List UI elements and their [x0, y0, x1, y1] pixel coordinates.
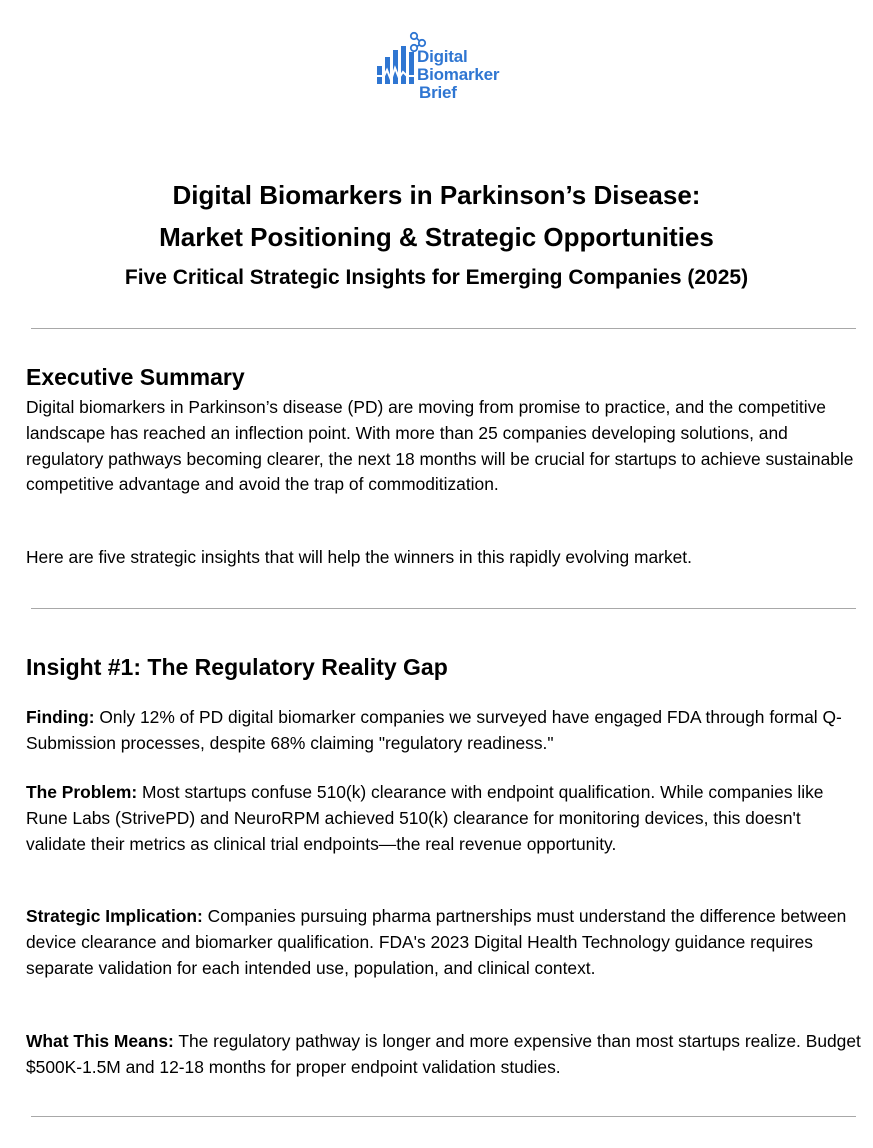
- divider: [31, 1116, 856, 1117]
- executive-summary-heading: Executive Summary: [26, 364, 245, 390]
- logo-line-2: Biomarker: [417, 65, 500, 84]
- problem-text: Most startups confuse 510(k) clearance with endpoint qualification. While companies like Rune Labs (StrivePD) and NeuroRPM achieved 510(k) clearance for monitoring devices, this doesn't validate their metrics as clinical trial endpoints—the real revenue opportunity.: [26, 782, 824, 854]
- what-this-means-text: The regulatory pathway is longer and more expensive than most startups realize. Budget $500K-1.5M and 12-18 months for proper endpoint validation studies.: [26, 1031, 861, 1077]
- page-title-line-2: Market Positioning & Strategic Opportunities: [159, 222, 714, 252]
- executive-summary-closing: Here are five strategic insights that will help the winners in this rapidly evolving market.: [26, 547, 692, 567]
- insight-1-implication: [26, 904, 864, 981]
- implication-text: Companies pursuing pharma partnerships must understand the difference between device clearance and biomarker qualification. FDA's 2023 Digital Health Technology guidance requires separate validation for each intended use, population, and clinical context.: [26, 906, 847, 978]
- logo-line-3: Brief: [419, 83, 457, 102]
- title-block: [0, 174, 873, 298]
- insight-1-problem: [26, 780, 864, 857]
- page-subtitle: Five Critical Strategic Insights for Emerging Companies (2025): [124, 266, 749, 289]
- insight-1-heading: Insight #1: The Regulatory Reality Gap: [26, 654, 448, 680]
- finding-text: Only 12% of PD digital biomarker companies we surveyed have engaged FDA through formal Q-Submission processes, despite 68% claiming "regulatory readiness.": [26, 707, 842, 753]
- divider: [31, 328, 856, 329]
- problem-label: The Problem:: [26, 782, 138, 802]
- page-title-line-1: Digital Biomarkers in Parkinson’s Disease:: [172, 180, 701, 210]
- insight-1-finding: [26, 705, 864, 757]
- logo: [376, 30, 516, 110]
- implication-label: Strategic Implication:: [26, 906, 203, 926]
- logo-line-1: Digital: [417, 47, 468, 66]
- divider: [31, 608, 856, 609]
- insight-1-what-this-means: [26, 1029, 864, 1081]
- finding-label: Finding:: [26, 707, 95, 727]
- executive-summary-paragraph: Digital biomarkers in Parkinson’s disease (PD) are moving from promise to practice, and the competitive landscape has reached an inflection point. With more than 25 companies developing solutions, and regulatory pathways becoming clearer, the next 18 months will be crucial for startups to achieve sustainable competitive advantage and avoid the trap of commoditization.: [26, 397, 854, 495]
- what-this-means-label: What This Means:: [26, 1031, 174, 1051]
- logo-wordmark: [417, 48, 499, 102]
